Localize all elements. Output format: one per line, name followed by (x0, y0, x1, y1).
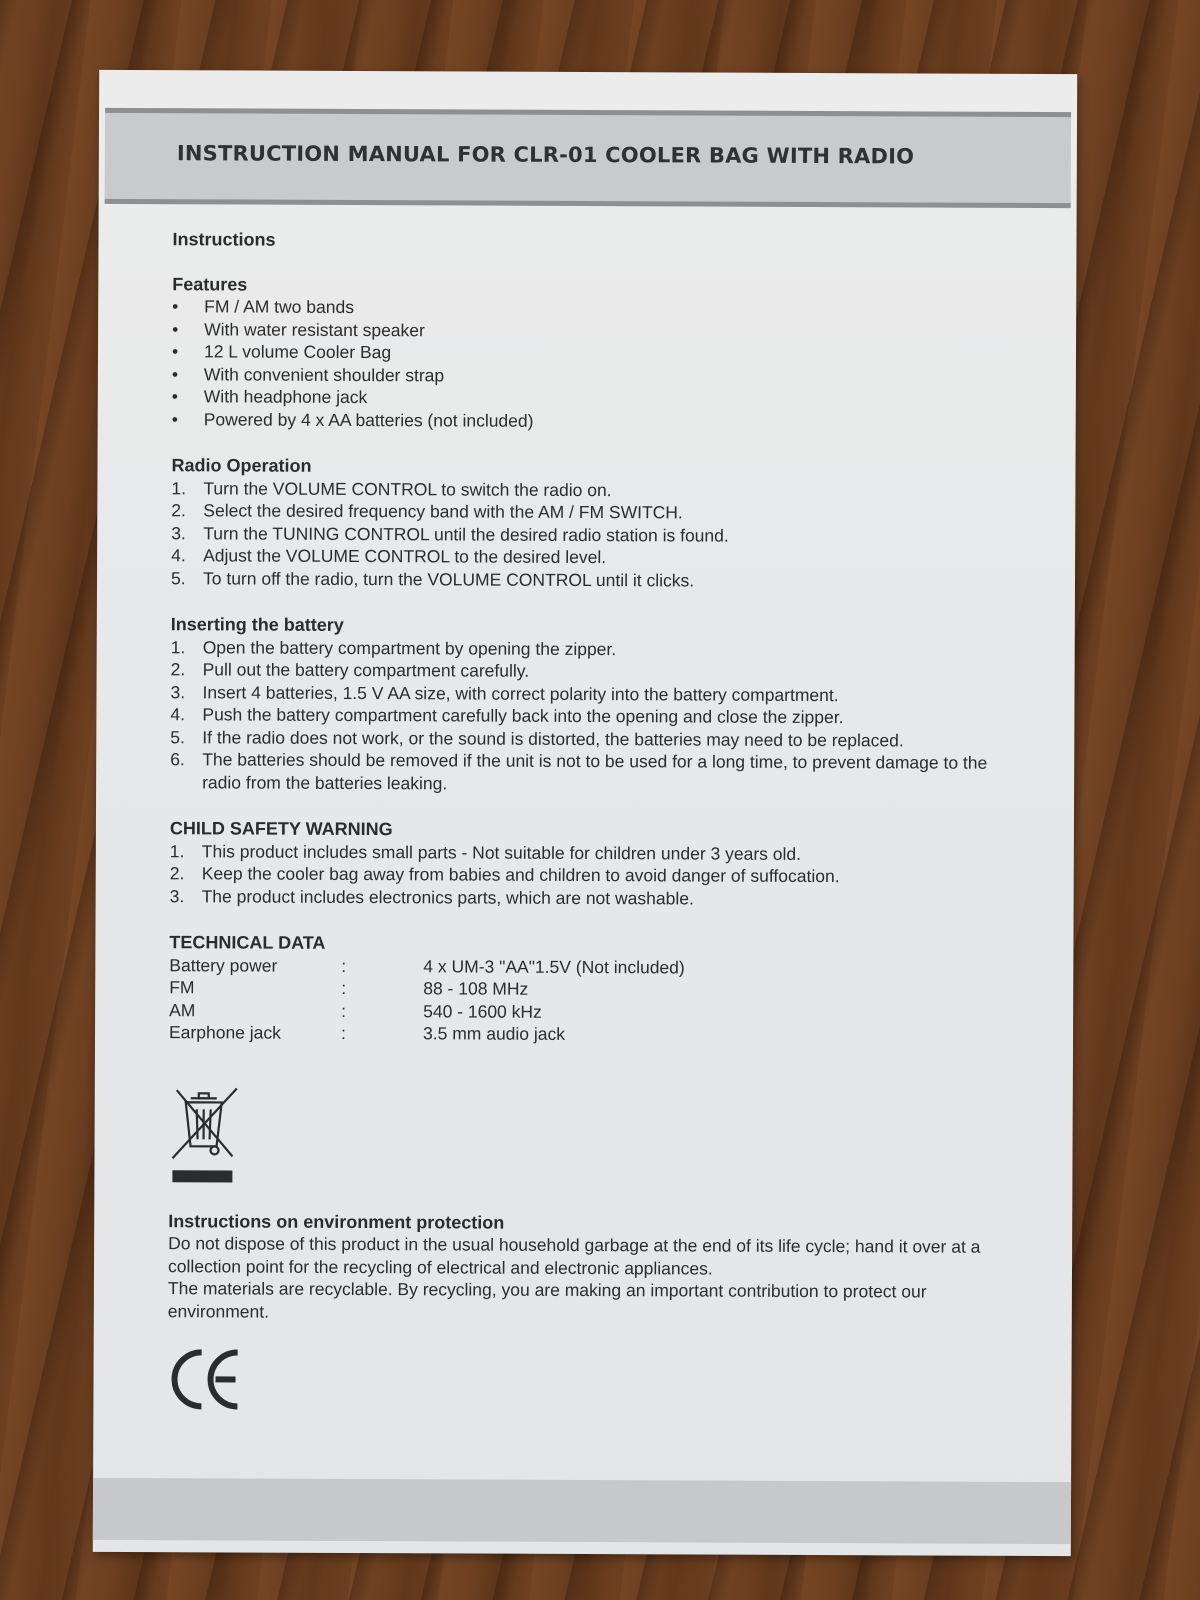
tech-value: 540 - 1600 kHz (423, 1000, 542, 1022)
header-band (105, 108, 1071, 208)
list-item: 6. The batteries should be removed if the unit is not to be used for a long time, to prevent damage to the radio from the batteries leaking. (170, 749, 988, 793)
list-item: 3. The product includes electronics parts, which are not washable. (169, 885, 694, 908)
features-heading: Features (172, 273, 248, 295)
table-row (169, 1021, 1029, 1047)
tech-value: 88 - 108 MHz (423, 978, 529, 999)
tech-colon: : (341, 955, 347, 976)
crossed-out-wheelie-bin-icon (168, 1084, 238, 1184)
tech-label: FM (169, 977, 195, 998)
list-item: 1. Open the battery compartment by opening the zipper. (170, 636, 617, 659)
features-list (172, 295, 1033, 434)
list-item: 2. Pull out the battery compartment carefully. (170, 659, 530, 681)
tech-value: 4 x UM-3 "AA"1.5V (Not included) (423, 955, 685, 977)
footer-band (93, 1478, 1071, 1544)
battery-steps (170, 636, 1031, 797)
list-item: 2. Keep the cooler bag away from babies and children to avoid danger of suffocation. (169, 863, 840, 887)
list-item: 3. Turn the TUNING CONTROL until the desired radio station is found. (171, 522, 729, 546)
list-item: 4. Push the battery compartment carefully back into the opening and close the zipper. (170, 704, 844, 728)
list-item: • 12 L volume Cooler Bag (172, 340, 1032, 366)
environment-paragraph-2: The materials are recyclable. By recycling, you are making an important contribution to protect our environment. (167, 1278, 927, 1322)
environment-heading: Instructions on environment protection (168, 1210, 505, 1233)
tech-label: Battery power (169, 954, 278, 976)
radio-operation-heading: Radio Operation (171, 455, 312, 476)
list-item: • Powered by 4 x AA batteries (not included) (172, 408, 1032, 434)
list-item: 4. Adjust the VOLUME CONTROL to the desired level. (171, 545, 607, 568)
instruction-sheet (93, 70, 1077, 1556)
list-item: 5. To turn off the radio, turn the VOLUME CONTROL until it clicks. (170, 567, 695, 590)
manual-title: INSTRUCTION MANUAL FOR CLR-01 COOLER BAG WITH RADIO (176, 141, 915, 169)
tech-colon: : (341, 1000, 347, 1021)
tech-colon: : (341, 977, 347, 998)
child-safety-heading: CHILD SAFETY WARNING (169, 818, 393, 840)
list-item: • With convenient shoulder strap (172, 363, 1032, 389)
list-item: • With headphone jack (172, 385, 1032, 411)
environment-paragraph-1: Do not dispose of this product in the usual household garbage at the end of its life cycle; hand it over at a collection point for the recycling of electrical and electronic appliances. (167, 1233, 981, 1279)
battery-heading: Inserting the battery (170, 614, 344, 635)
list-item: 5. If the radio does not work, or the sound is distorted, the batteries may need to be replaced. (170, 726, 904, 750)
list-item: 1. Turn the VOLUME CONTROL to switch the radio on. (171, 477, 612, 500)
instructions-heading: Instructions (172, 229, 276, 250)
technical-data-table (169, 954, 1029, 1048)
radio-operation-steps (171, 477, 1031, 593)
tech-label: AM (169, 999, 196, 1020)
list-item: 1. This product includes small parts - Not suitable for children under 3 years old. (169, 840, 802, 864)
ce-mark-icon (167, 1344, 247, 1414)
list-item: 3. Insert 4 batteries, 1.5 V AA size, with correct polarity into the battery compartment. (170, 681, 839, 705)
child-safety-steps (170, 840, 1030, 911)
tech-label: Earphone jack (168, 1022, 281, 1043)
list-item: • FM / AM two bands (172, 295, 1032, 321)
tech-colon: : (340, 1022, 346, 1043)
tech-value: 3.5 mm audio jack (422, 1023, 566, 1044)
list-item: 2. Select the desired frequency band with the AM / FM SWITCH. (171, 500, 683, 523)
manual-content (167, 228, 1032, 1418)
technical-data-heading: TECHNICAL DATA (169, 932, 326, 953)
list-item: • With water resistant speaker (172, 318, 1032, 344)
